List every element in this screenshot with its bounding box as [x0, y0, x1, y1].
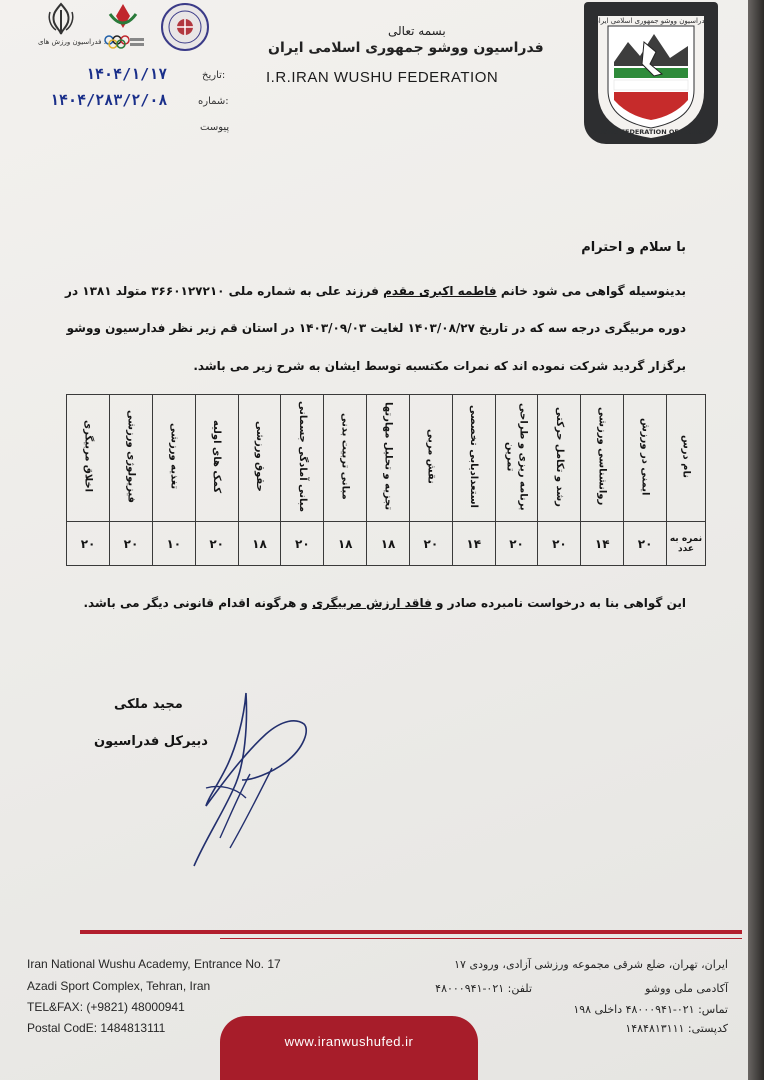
- footer-address-en-2: Azadi Sport Complex, Tehran, Iran: [27, 979, 211, 993]
- course-cell: ایمنی در ورزش: [624, 395, 667, 522]
- number-value: ۱۴۰۴/۲۸۳/۲/۰۸: [50, 91, 168, 109]
- header-cell-course: نام درس: [667, 395, 706, 522]
- score-cell: ۲۰: [409, 522, 452, 566]
- course-cell: استعدادیابی تخصصی: [452, 395, 495, 522]
- score-cell: ۱۴: [581, 522, 624, 566]
- closing-suffix: و هرگونه اقدام قانونی دیگر می باشد.: [83, 596, 308, 610]
- federation-name-fa: فدراسیون ووشو جمهوری اسلامی ایران: [268, 40, 544, 56]
- footer-postal-en: Postal CodE: 1484813111: [27, 1021, 166, 1035]
- course-cell: اخلاق مربیگری: [67, 395, 110, 522]
- number-label: شماره:: [198, 96, 229, 107]
- course-cell: مبانی آمادگی جسمانی: [281, 395, 324, 522]
- signatory-title: دبیرکل فدراسیون: [94, 734, 208, 749]
- body-line-1: [65, 284, 686, 298]
- body-line-2: دوره مربیگری درجه سه که در تاریخ ۱۴۰۳/۰۸/۲۷ لغایت ۱۴۰۳/۰۹/۰۳ در استان قم زیر نظر فدارسیون ووشو: [66, 321, 686, 335]
- footer-postal-fa: کدپستی: ۱۴۸۴۸۱۳۱۱۱: [625, 1022, 728, 1035]
- recipient-name: فاطمه اکبری مقدم: [383, 284, 497, 298]
- website-tab: [220, 1016, 478, 1080]
- page-shadow-edge: [748, 0, 764, 1080]
- score-cell: ۲۰: [110, 522, 153, 566]
- score-cell: ۱۸: [238, 522, 281, 566]
- closing-prefix: این گواهی بنا به درخواست نامبرده صادر و: [436, 596, 686, 610]
- course-cell: مبانی تربیت بدنی: [324, 395, 367, 522]
- course-cell: کمک های اولیه: [195, 395, 238, 522]
- course-cell: نقش مربی: [409, 395, 452, 522]
- score-cell: ۲۰: [195, 522, 238, 566]
- header-cell-score: نمره به عدد: [667, 522, 706, 566]
- olympic-committee-logo: [100, 2, 146, 52]
- attachment-label: پیوست: [200, 122, 230, 133]
- emblem-graphic: [584, 2, 718, 144]
- line1-prefix: بدینوسیله گواهی می شود خانم: [500, 284, 686, 298]
- grades-table: [66, 394, 706, 566]
- line1-suffix: فرزند علی به شماره ملی ۳۶۶۰۱۲۷۲۱۰ متولد ۱۳۸۱ در: [65, 284, 379, 298]
- closing-underlined: فاقد ارزش مربیگری: [312, 596, 432, 610]
- federation-emblem: [584, 2, 718, 144]
- footer-address-en-1: Iran National Wushu Academy, Entrance No. 17: [27, 957, 281, 971]
- federation-name-en: I.R.IRAN WUSHU FEDERATION: [266, 69, 499, 86]
- score-cell: ۱۸: [367, 522, 410, 566]
- date-label: تاریخ:: [202, 70, 226, 81]
- footer-contact-fa: تماس: ۰۲۱-۴۸۰۰۰۹۴۱ داخلی ۱۹۸: [573, 1003, 728, 1016]
- score-cell: ۲۰: [281, 522, 324, 566]
- course-cell: رشد و تکامل حرکتی: [538, 395, 581, 522]
- bismillah: بسمه تعالی: [388, 24, 446, 38]
- table-row-courses: [67, 395, 706, 522]
- footer-address-fa-2: آکادمی ملی ووشو: [645, 982, 728, 995]
- footer-divider: [80, 930, 742, 934]
- closing-statement: [83, 596, 686, 610]
- footer-telfax-en: TEL&FAX: (+9821) 48000941: [27, 1000, 185, 1014]
- footer-address-fa-1: ایران، تهران، ضلع شرقی مجموعه ورزشی آزادی، ورودی ۱۷: [454, 958, 728, 971]
- round-seal-logo: [158, 2, 212, 52]
- emblem-text-bottom: WUSHU FEDERATION OF I.R.IRAN: [590, 128, 712, 136]
- score-cell: ۲۰: [67, 522, 110, 566]
- course-cell: تغذیه ورزشی: [152, 395, 195, 522]
- score-cell: ۱۰: [152, 522, 195, 566]
- course-cell: روانشناسی ورزشی: [581, 395, 624, 522]
- score-cell: ۱۴: [452, 522, 495, 566]
- partner-logos: [38, 2, 212, 52]
- score-cell: ۲۰: [495, 522, 538, 566]
- small-logo-caption: فدراسیون ورزش های ...: [38, 38, 111, 46]
- score-cell: ۲۰: [538, 522, 581, 566]
- table-row-scores: [67, 522, 706, 566]
- course-cell: حقوق ورزشی: [238, 395, 281, 522]
- footer-phone-fa: تلفن: ۰۲۱-۴۸۰۰۰۹۴۱: [435, 982, 532, 995]
- greeting: با سلام و احترام: [581, 240, 686, 255]
- letter-meta: [50, 62, 240, 142]
- footer-divider-thin: [220, 938, 742, 939]
- handwritten-signature: [186, 688, 316, 878]
- course-cell: تجزیه و تحلیل مهارتها: [367, 395, 410, 522]
- body-line-3: برگزار گردید شرکت نموده اند که نمرات مکتسبه توسط ایشان به شرح زیر می باشد.: [193, 359, 686, 373]
- score-cell: ۱۸: [324, 522, 367, 566]
- score-cell: ۲۰: [624, 522, 667, 566]
- iran-emblem-logo: [38, 2, 111, 50]
- emblem-text-top: فدراسیون ووشو جمهوری اسلامی ایران: [593, 17, 709, 25]
- course-cell: فیزیولوژی ورزشی: [110, 395, 153, 522]
- signatory-name: مجید ملکی: [114, 697, 183, 712]
- website-link[interactable]: www.iranwushufed.ir: [284, 1034, 414, 1049]
- date-value: ۱۴۰۴/۱/۱۷: [86, 65, 168, 83]
- course-cell: برنامه ریزی و طراحی تمرین: [495, 395, 538, 522]
